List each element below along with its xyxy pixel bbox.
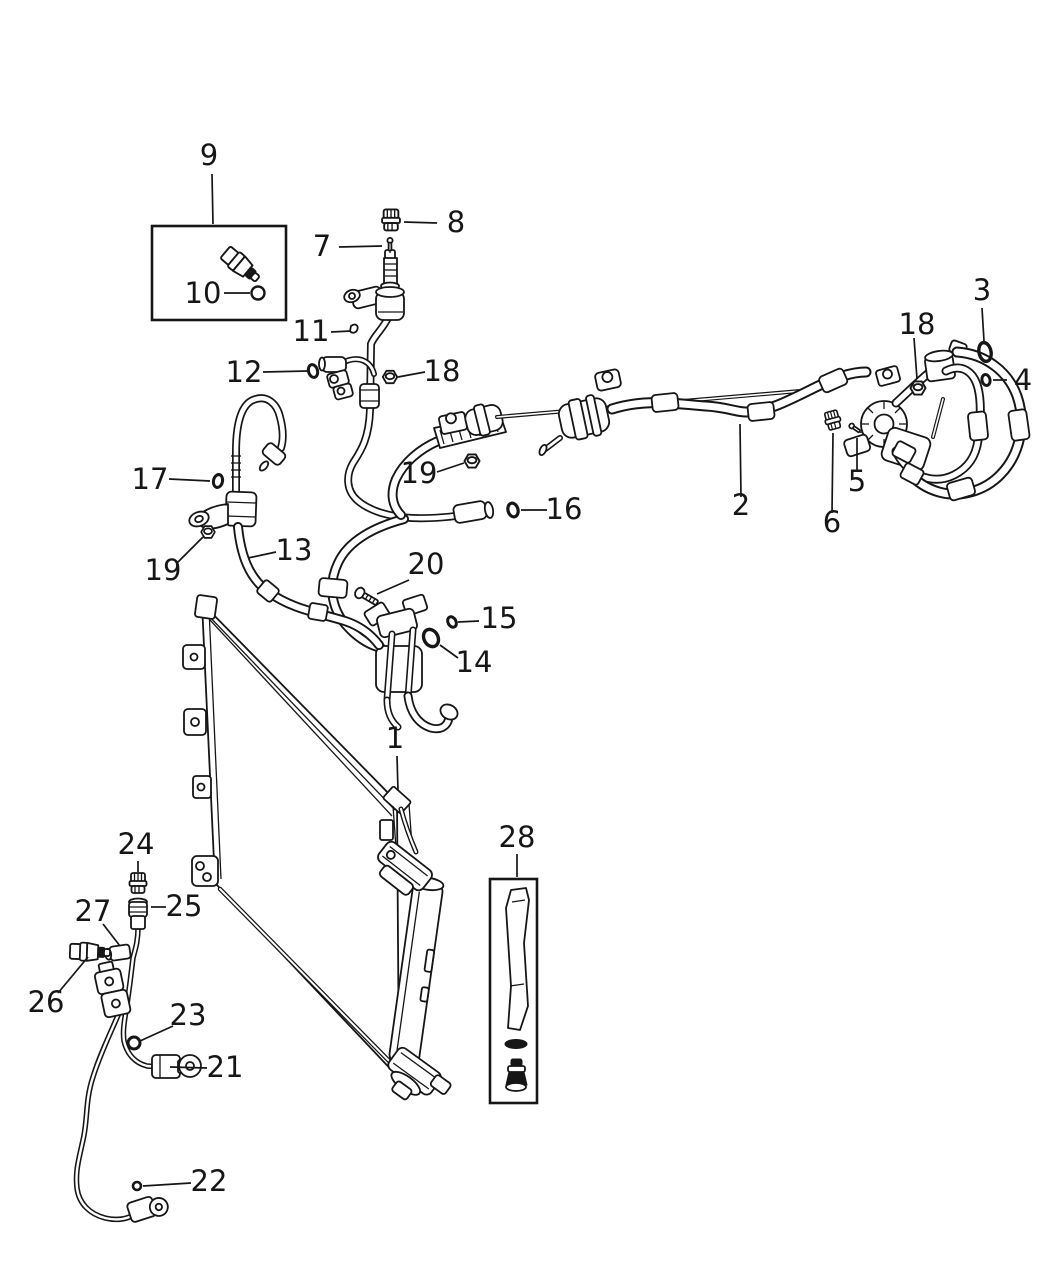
callout-23 [140, 998, 206, 1041]
hose-sleeve [747, 402, 775, 422]
callout-leader-line [248, 552, 276, 558]
callout-number: 14 [455, 645, 493, 679]
callout-3 [973, 273, 991, 341]
line-stub-fitting [453, 500, 495, 523]
elbow-block-fitting [924, 340, 967, 382]
callout-7 [313, 229, 382, 263]
pipe-clamp-bracket [594, 369, 621, 392]
callout-number: 3 [972, 273, 992, 307]
callout-2 [732, 424, 750, 522]
callout-number: 8 [446, 205, 466, 239]
callout-13 [248, 533, 312, 567]
callout-number: 12 [225, 355, 263, 389]
callout-number: 4 [1013, 363, 1033, 397]
callout-number: 20 [407, 547, 445, 581]
callout-leader-line [143, 1183, 191, 1186]
callout-16 [521, 492, 582, 526]
hose-sleeve [1008, 409, 1030, 441]
callout-15 [458, 601, 517, 635]
valve-cap-8-icon [382, 209, 400, 230]
callout-number: 16 [545, 492, 583, 526]
charge-port-fitting [129, 899, 147, 930]
callout-10 [185, 276, 250, 310]
callout-22 [143, 1164, 227, 1198]
callout-number: 26 [27, 985, 65, 1019]
callout-12 [226, 355, 308, 389]
callout-leader-line [437, 463, 464, 472]
desiccant-cartridge-icon [506, 888, 529, 1030]
callout-19a [401, 456, 464, 490]
callout-number: 18 [423, 354, 461, 388]
callout-17 [132, 462, 210, 496]
o-ring-10-icon [252, 287, 265, 300]
nut-18-icon [910, 381, 925, 394]
callout-25 [151, 889, 202, 923]
callout-leader-line [740, 424, 741, 497]
callout-number: 5 [847, 464, 867, 498]
callout-28 [499, 820, 536, 877]
callout-number: 6 [822, 505, 842, 539]
callout-20 [377, 547, 444, 594]
callout-leader-line [212, 174, 213, 224]
callout-layer [28, 138, 1033, 1198]
callout-14 [440, 645, 492, 679]
callout-leader-line [832, 433, 833, 513]
callout-leader-line [458, 621, 479, 622]
callout-number: 24 [117, 827, 155, 861]
o-ring-17-icon [212, 474, 224, 489]
o-ring-14-icon [421, 627, 442, 649]
callout-18a [398, 354, 460, 388]
nut-19-icon [201, 526, 215, 538]
o-ring-15-icon [446, 615, 458, 628]
line-bracket [187, 491, 256, 529]
callout-leader-line [914, 338, 917, 379]
valve-cap-24-icon [130, 873, 147, 893]
callout-number: 13 [275, 533, 313, 567]
callout-9 [200, 138, 218, 224]
callout-27 [75, 894, 120, 946]
pressure-sensor-26-icon [70, 942, 111, 961]
hose-sleeve [651, 393, 679, 413]
callout-number: 25 [165, 889, 203, 923]
callout-19b [145, 537, 203, 587]
expansion-fitting-drawing [363, 594, 460, 729]
callout-number: 11 [292, 314, 330, 348]
service-port-fitting [342, 250, 404, 320]
hose-sleeve [318, 578, 347, 598]
callout-26 [28, 957, 88, 1019]
nut-19-icon [464, 454, 479, 467]
callout-number: 19 [400, 456, 438, 490]
gasket-icon [505, 1040, 527, 1049]
callout-11 [293, 314, 351, 348]
hose-sleeve [968, 411, 989, 441]
retainer-clip-icon [350, 325, 358, 333]
callout-leader-line [398, 372, 425, 377]
o-ring-4-icon [981, 374, 991, 386]
callout-leader-line [140, 1026, 173, 1041]
callout-number: 21 [206, 1050, 244, 1084]
line-bracket-stack [92, 960, 131, 1019]
callout-leader-line [331, 331, 351, 332]
callout-number: 23 [169, 998, 207, 1032]
o-ring-22-icon [133, 1182, 141, 1190]
o-ring-16-icon [506, 502, 519, 518]
callout-leader-line [169, 479, 210, 481]
compressor-manifold-drawing [843, 340, 1033, 502]
valve-cap-6-icon [823, 409, 842, 430]
callout-number: 28 [498, 820, 536, 854]
callout-leader-line [170, 1067, 207, 1068]
bolt-20-icon [353, 586, 380, 608]
callout-number: 22 [190, 1164, 228, 1198]
hose-sleeve [818, 367, 849, 393]
callout-number: 17 [131, 462, 169, 496]
o-ring-12-icon [307, 364, 319, 379]
callout-leader-line [404, 222, 437, 223]
valve-core-7-icon [387, 238, 392, 253]
callout-number: 2 [731, 488, 751, 522]
callout-number: 9 [199, 138, 219, 172]
plug-valve-icon [506, 1059, 527, 1091]
callout-leader-line [377, 580, 409, 594]
callout-number: 7 [312, 229, 332, 263]
callout-leader-line [263, 371, 308, 372]
callout-number: 18 [898, 307, 936, 341]
pressure-sensor-9-icon [219, 245, 263, 286]
callout-24 [118, 827, 155, 872]
callout-number: 27 [74, 894, 112, 928]
callout-leader-line [397, 756, 398, 791]
liquid-line-service-port-drawing [318, 250, 494, 648]
callout-8 [404, 205, 465, 239]
callout-leader-line [339, 246, 382, 247]
callout-6 [823, 433, 841, 539]
callout-21 [170, 1050, 243, 1084]
callout-number: 19 [144, 553, 182, 587]
hose-sleeve [308, 603, 329, 622]
callout-number: 10 [184, 276, 222, 310]
o-ring-23-icon [128, 1037, 140, 1049]
callout-1 [386, 721, 404, 791]
callout-number: 15 [480, 601, 518, 635]
parts-box-28 [490, 879, 537, 1103]
line-end-fitting-bottom [126, 1192, 170, 1225]
callout-leader-line [982, 308, 984, 341]
nut-18-icon [383, 371, 397, 383]
callout-number: 1 [385, 721, 405, 755]
